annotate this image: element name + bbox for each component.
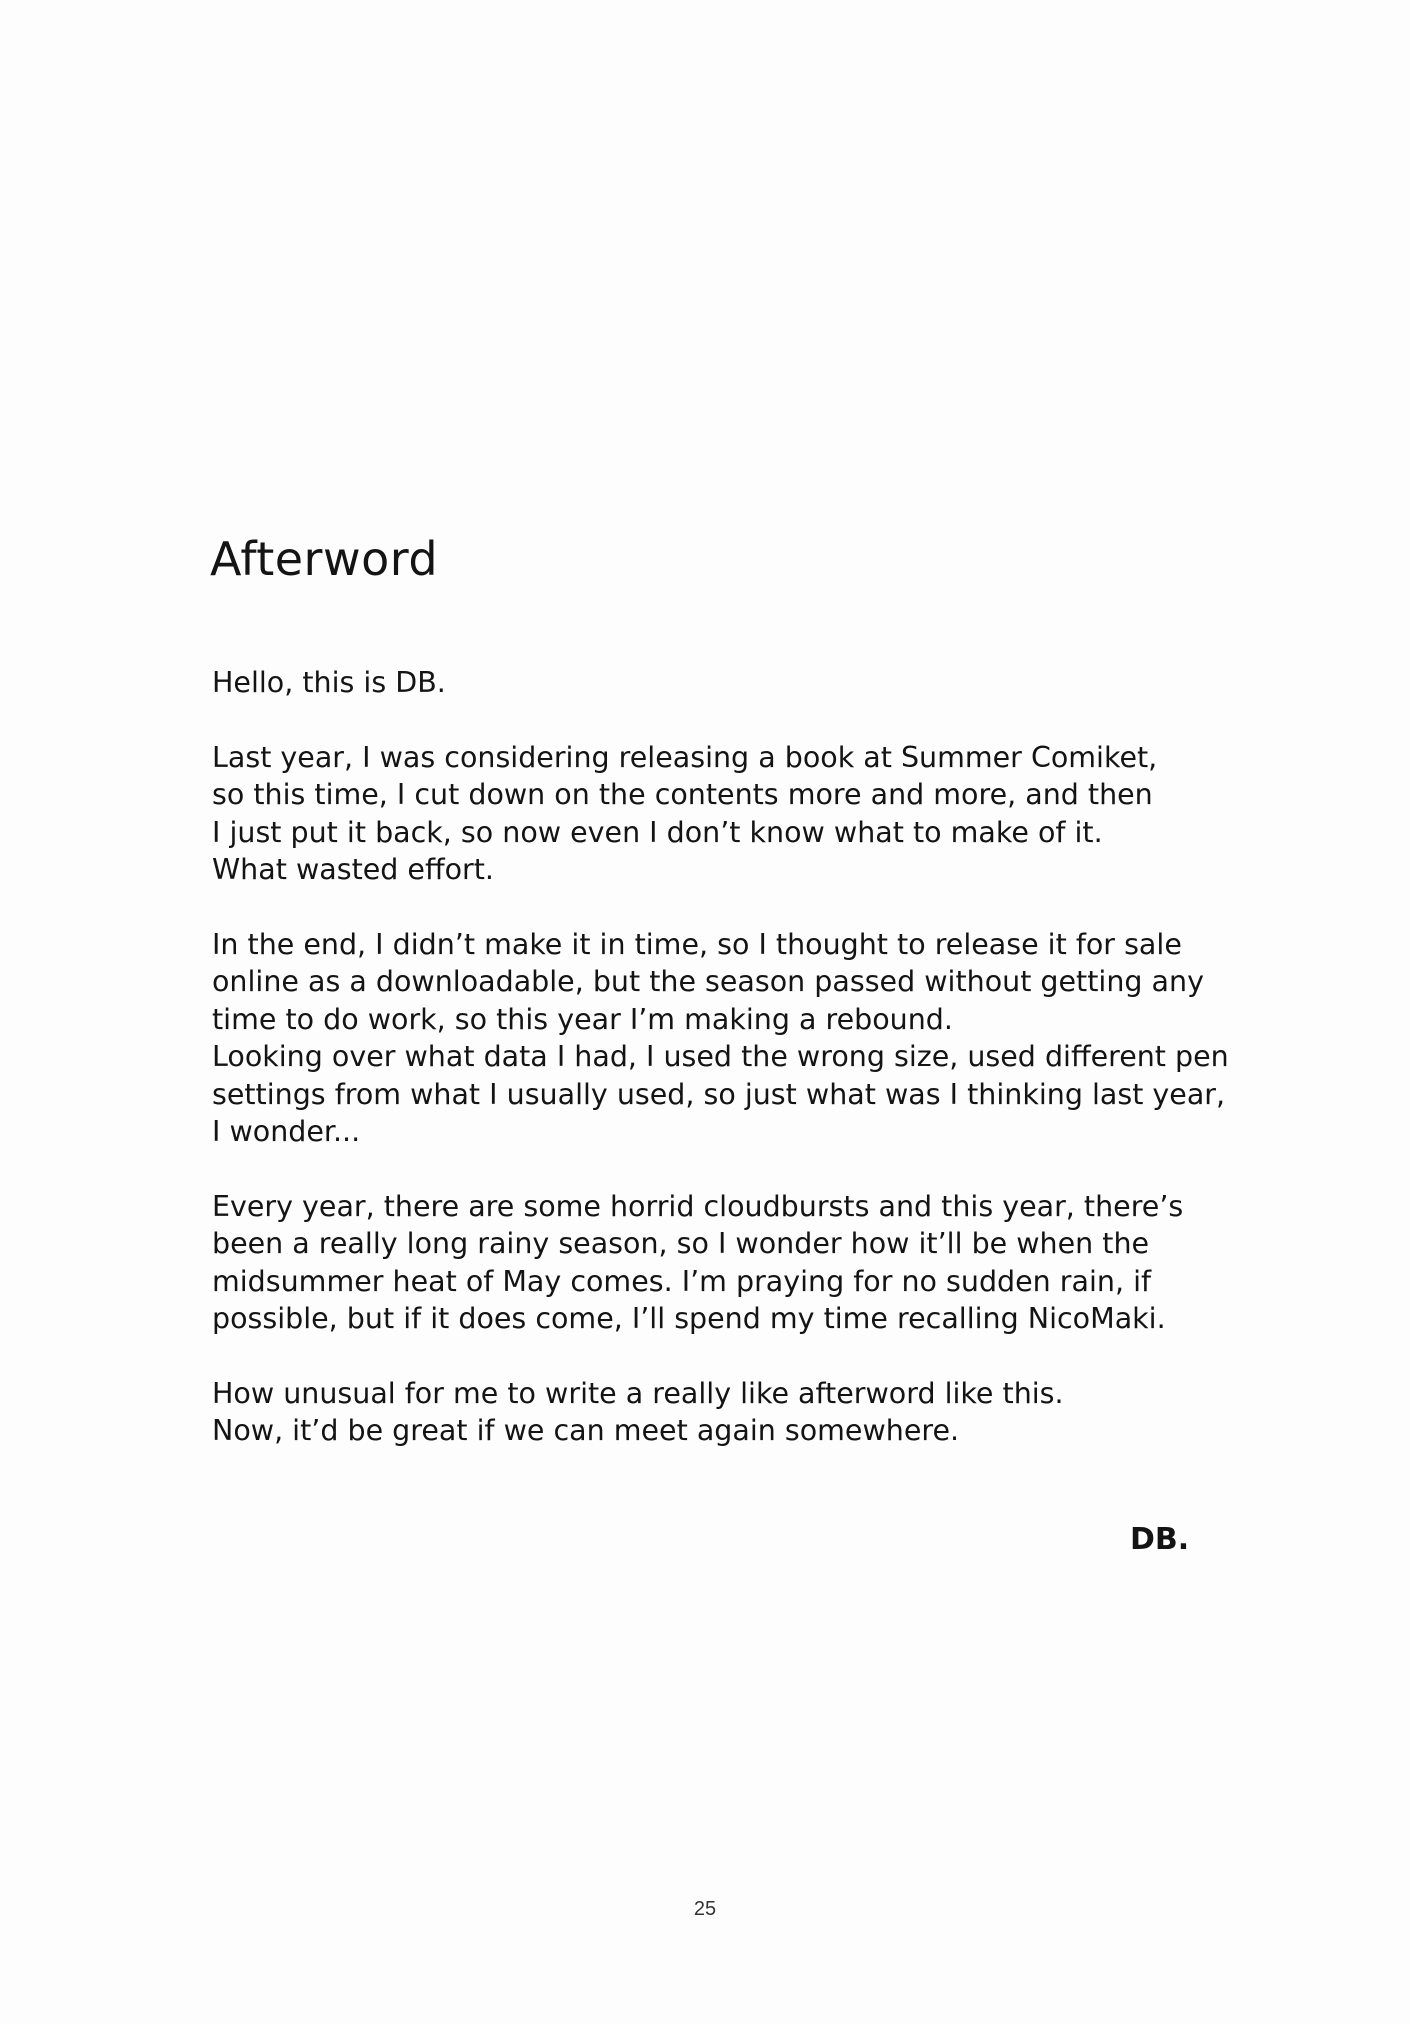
paragraph-last-year <box>212 739 1342 889</box>
paragraph-greeting <box>212 664 1342 702</box>
text-line: What wasted effort. <box>212 853 494 886</box>
page-number: 25 <box>693 1898 717 1920</box>
text-line: Last year, I was considering releasing a book at Summer Comiket, <box>212 740 1158 774</box>
paragraph-closing <box>212 1375 1342 1450</box>
page-title: Afterword <box>210 532 439 586</box>
text-line: In the end, I didn’t make it in time, so I thought to release it for sale <box>212 927 1182 961</box>
afterword-body <box>212 664 1342 1487</box>
paragraph-every-year <box>212 1188 1342 1338</box>
text-line: been a really long rainy season, so I wonder how it’ll be when the <box>212 1227 1150 1260</box>
text-line: How unusual for me to write a really like afterword like this. <box>212 1376 1064 1410</box>
text-line: Hello, this is DB. <box>212 666 446 699</box>
text-line: online as a downloadable, but the season passed without getting any <box>212 965 1204 998</box>
text-line: possible, but if it does come, I’ll spend my time recalling NicoMaki. <box>212 1302 1166 1335</box>
paragraph-in-the-end <box>212 926 1342 1151</box>
text-line: Looking over what data I had, I used the wrong size, used different pen <box>212 1040 1229 1073</box>
text-line: I wonder... <box>212 1115 361 1148</box>
text-line: settings from what I usually used, so just what was I thinking last year, <box>212 1077 1226 1111</box>
text-line: so this time, I cut down on the contents more and more, and then <box>212 778 1153 811</box>
text-line: midsummer heat of May comes. I’m praying for no sudden rain, if <box>212 1264 1152 1298</box>
text-line: time to do work, so this year I’m making a rebound. <box>212 1002 953 1036</box>
author-signature: DB. <box>1130 1522 1190 1557</box>
text-line: Now, it’d be great if we can meet again somewhere. <box>212 1414 960 1447</box>
text-line: Every year, there are some horrid cloudbursts and this year, there’s <box>212 1189 1184 1223</box>
text-line: I just put it back, so now even I don’t know what to make of it. <box>212 815 1103 849</box>
